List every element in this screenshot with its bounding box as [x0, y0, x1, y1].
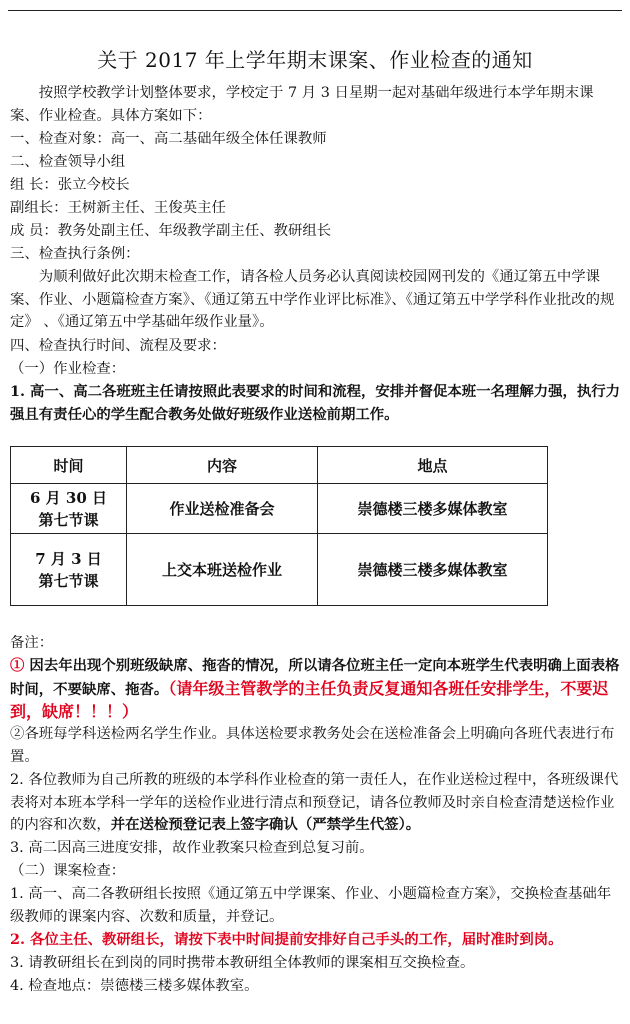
- header-place: 地点: [318, 447, 548, 484]
- homework-item-1: 1. 高一、高二各班班主任请按照此表要求的时间和流程，安排并督促本班一名理解力强，执行力强且有责任心的学生配合教务处做好班级作业送检前期工作。: [10, 383, 621, 423]
- row-content: 上交本班送检作业: [127, 534, 318, 606]
- note-1-red-warning: （请年级主管教学的主任负责反复通知各班任安排学生，不要迟到，缺席！！！）: [10, 678, 609, 721]
- row-date: 6 月 30 日: [30, 488, 107, 507]
- lessons-item-4: 4. 检查地点：崇德楼三楼多媒体教室。: [10, 978, 259, 994]
- note-1-text: 因去年出现个别班级缺席、拖沓的情况，所以请各位班主任一定向本班学生代表明确上面表格时间，不要缺席、拖沓。: [10, 657, 620, 698]
- note-2: ②各班每学科送检两名学生作业。具体送检要求教务处会在送检准备会上明确向各班代表进行布置。: [10, 726, 615, 765]
- homework-item-2: [10, 769, 622, 837]
- note-1-number: ①: [10, 657, 25, 674]
- row-content: 作业送检准备会: [127, 484, 318, 534]
- subsection-lessons: （二）课案检查：: [10, 863, 126, 879]
- homework-item-3: 3. 高二因高三进度安排，故作业教案只检查到总复习前。: [10, 840, 374, 856]
- header-content: 内容: [127, 447, 318, 484]
- section-4: 四、检查执行时间、流程及要求：: [10, 338, 226, 354]
- homework-item-2-bold: 并在送检预登记表上签字确认（严禁学生代签）。: [110, 816, 421, 833]
- row-time: [11, 484, 127, 534]
- section-2: 二、检查领导小组: [10, 154, 126, 170]
- table-row: [11, 484, 548, 534]
- row-place: 崇德楼三楼多媒体教室: [318, 534, 548, 606]
- intro-paragraph: 按照学校教学计划整体要求，学校定于 7 月 3 日星期一起对基础年级进行本学年期末课案、作业检查。具体方案如下：: [10, 85, 594, 124]
- table-header-row: [11, 447, 548, 484]
- row-period: 第七节课: [38, 510, 99, 529]
- note-1: [10, 655, 622, 725]
- group-members: 成 员：教务处副主任、年级教学副主任、教研组长: [10, 223, 332, 239]
- table-row: [11, 534, 548, 606]
- group-leader: 组 长：张立今校长: [10, 177, 130, 193]
- group-vice-leader: 副组长：王树新主任、王俊英主任: [10, 200, 226, 216]
- row-place: 崇德楼三楼多媒体教室: [318, 484, 548, 534]
- subsection-homework: （一）作业检查：: [10, 361, 126, 377]
- section-3: 三、检查执行条例：: [10, 246, 140, 262]
- lessons-item-1: 1. 高一、高二各教研组长按照《通辽第五中学课案、作业、小题篇检查方案》，交换检查基础年级教师的课案内容、次数和质量，并登记。: [10, 886, 612, 925]
- row-period: 第七节课: [38, 571, 99, 590]
- top-rule: [8, 10, 622, 11]
- lessons-item-2: 2. 各位主任、教研组长，请按下表中时间提前安排好自己手头的工作，届时准时到岗。: [10, 931, 563, 948]
- section-3-body: 为顺利做好此次期末检查工作，请各检人员务必认真阅读校园网刊发的《通辽第五中学课案、作业、小题篇检查方案》、《通辽第五中学作业评比标准》、《通辽第五中学学科作业批改的规定》 、《通辽第五中学基础年级作业量》。: [10, 269, 615, 330]
- lessons-item-3: 3. 请教研组长在到岗的同时携带本教研组全体教师的课案相互交换检查。: [10, 955, 475, 971]
- homework-item-2-text: 2. 各位教师为自己所教的班级的本学科作业检查的第一责任人，在作业送检过程中，各班级课代表将对本班本学科一学年的送检作业进行清点和预登记，请各位教师及时亲自检查清楚送检作业的内容和次数，: [10, 772, 619, 833]
- row-date: 7 月 3 日: [35, 549, 102, 568]
- page-title: 关于 2017 年上学年期末课案、作业检查的通知: [97, 48, 533, 72]
- header-time: 时间: [11, 447, 127, 484]
- schedule-table: [10, 446, 548, 606]
- section-1: 一、检查对象：高一、高二基础年级全体任课教师: [10, 131, 327, 147]
- row-time: [11, 534, 127, 606]
- remarks-label: 备注：: [10, 635, 54, 651]
